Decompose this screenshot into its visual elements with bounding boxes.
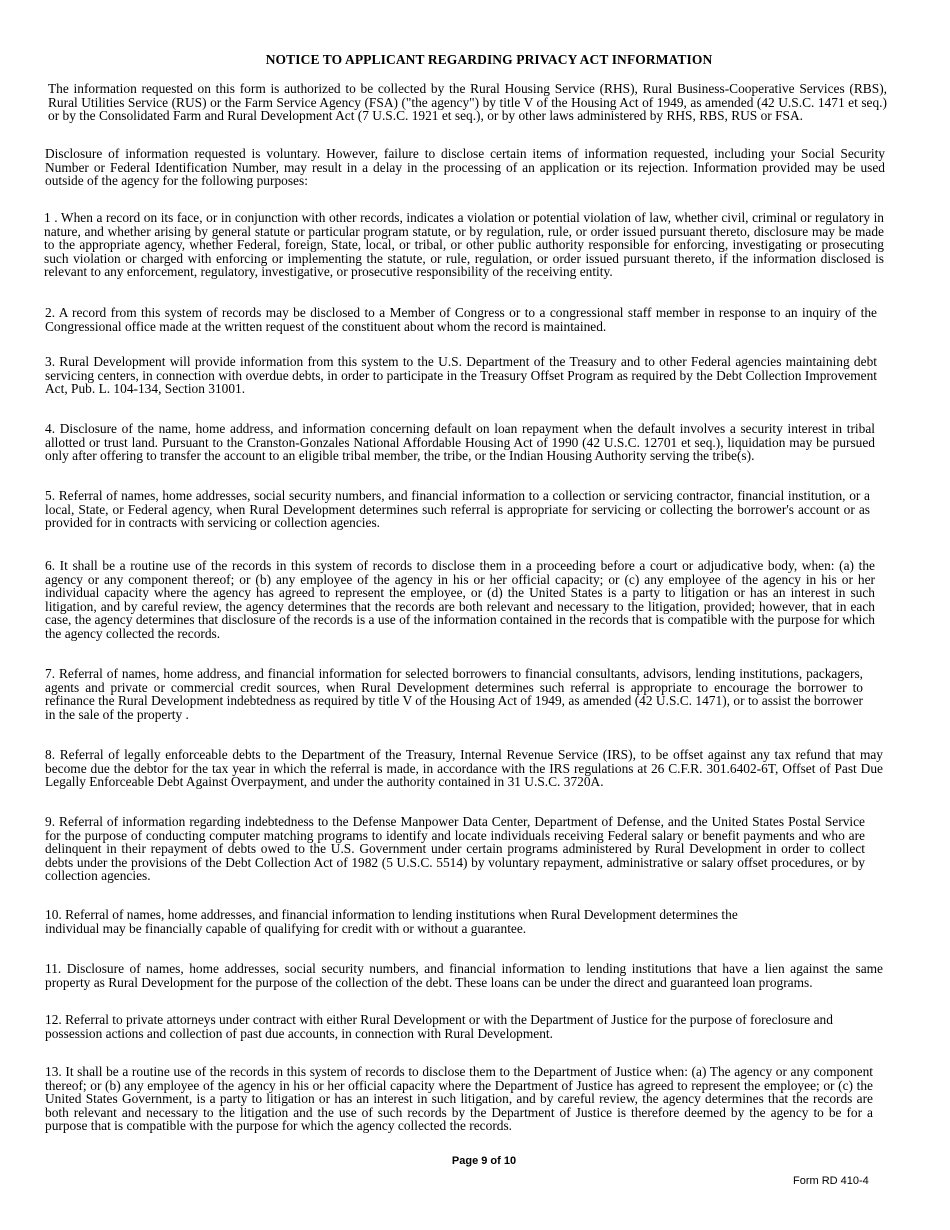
routine-use-item-8: 8. Referral of legally enforceable debts to the Department of the Treasury, Internal Revenue Service (IRS), to be offset against any tax refund that may become due the debtor for the tax year in which the referral is made, in accordance with the IRS regulations at 26 C.F.R. 301.6402-6T, Offset of Past Due Legally Enforceable Debt Against Overpayment, and under the authority contained in 31 U.S.C. 3720A. bbox=[45, 747, 883, 789]
routine-use-item-5: 5. Referral of names, home addresses, social security numbers, and financial information to a collection or servicing contractor, financial institution, or a local, State, or Federal agency, when Rural Development determines such referral is appropriate for servicing or collecting the borrower's account or as provided for in contracts with servicing or collection agencies. bbox=[45, 488, 870, 530]
routine-use-item-13: 13. It shall be a routine use of the records in this system of records to disclose them to the Department of Justice when: (a) The agency or any component thereof; or (b) any employee of the agency in his or her official capacity where the Department of Justice has agreed to represent the employee; or (c) the United States Government, is a party to litigation or has an interest in such litigation, and by careful review, the agency determines that the records are both relevant and necessary to the litigation and the use of such records by the Department of Justice is therefore deemed by the agency to be for a purpose that is compatible with the purpose for which the agency collected the records. bbox=[45, 1064, 873, 1133]
routine-use-item-2: 2. A record from this system of records may be disclosed to a Member of Congress or to a congressional staff member in response to an inquiry of the Congressional office made at the written request of the constituent about whom the record is maintained. bbox=[45, 305, 877, 334]
routine-use-item-4: 4. Disclosure of the name, home address, and information concerning default on loan repayment when the default involves a security interest in tribal allotted or trust land. Pursuant to the Cranston-Gonzales National Affordable Housing Act of 1990 (42 U.S.C. 12701 et seq.), liquidation may be pursued only after offering to transfer the account to an eligible tribal member, the tribe, or the Indian Housing Authority serving the tribe(s). bbox=[45, 421, 875, 463]
routine-use-item-9: 9. Referral of information regarding indebtedness to the Defense Manpower Data Center, Department of Defense, and the United States Postal Service for the purpose of conducting computer matching programs to identify and locate individuals receiving Federal salary or benefit payments and who are delinquent in their repayment of debts owed to the U.S. Government under certain programs administered by Rural Development in order to collect debts under the provisions of the Debt Collection Act of 1982 (5 U.S.C. 5514) by voluntary repayment, administrative or salary offset procedures, or by collection agencies. bbox=[45, 814, 865, 883]
routine-use-item-12: 12. Referral to private attorneys under contract with either Rural Development or with the Department of Justice for the purpose of foreclosure and possession actions and collection of past due accounts, in connection with Rural Development. bbox=[45, 1012, 833, 1041]
form-number: Form RD 410-4 bbox=[793, 1175, 869, 1187]
routine-use-item-7: 7. Referral of names, home address, and financial information for selected borrowers to financial consultants, advisors, lending institutions, packagers, agents and private or commercial credit sources, when Rural Development determines such referral is appropriate to encourage the borrower to refinance the Rural Development indebtedness as required by title V of the Housing Act of 1949, as amended (42 U.S.C. 1471), or to assist the borrower in the sale of the property . bbox=[45, 666, 863, 722]
intro-authority-paragraph: The information requested on this form is authorized to be collected by the Rural Housing Service (RHS), Rural Business-Cooperative Services (RBS), Rural Utilities Service (RUS) or the Farm Service Agency (FSA) ("the agency") by title V of the Housing Act of 1949, as amended (42 U.S.C. 1471 et seq.) or by the Consolidated Farm and Rural Development Act (7 U.S.C. 1921 et seq.), or by other laws administered by RHS, RBS, RUS or FSA. bbox=[48, 81, 887, 123]
routine-use-item-1: 1 . When a record on its face, or in conjunction with other records, indicates a violation or potential violation of law, whether civil, criminal or regulatory in nature, and whether arising by general statute or particular program statute, or by regulation, rule, or order issued pursuant thereto, disclosure may be made to the appropriate agency, whether Federal, foreign, State, local, or tribal, or other public authority responsible for enforcing, investigating or prosecuting such violation or charged with enforcing or implementing the statute, or rule, regulation, or order issued pursuant thereto, if the information disclosed is relevant to any enforcement, regulatory, investigative, or prosecutive responsibility of the receiving entity. bbox=[44, 210, 884, 279]
intro-disclosure-paragraph: Disclosure of information requested is voluntary. However, failure to disclose certain items of information requested, including your Social Security Number or Federal Identification Number, may result in a delay in the processing of an application or its rejection. Information provided may be used outside of the agency for the following purposes: bbox=[45, 146, 885, 188]
routine-use-item-6: 6. It shall be a routine use of the records in this system of records to disclose them in a proceeding before a court or adjudicative body, when: (a) the agency or any component thereof; or (b) any employee of the agency in his or her official capacity; or (c) any employee of the agency in his or her individual capacity where the agency has agreed to represent the employee, or (d) the United States is a party to litigation or has an interest in such litigation, and by careful review, the agency determines that the records are both relevant and necessary to the litigation, provided; however, that in each case, the agency determines that disclosure of the records is a use of the information contained in the records that is compatible with the purpose for which the agency collected the records. bbox=[45, 558, 875, 641]
page-number: Page 9 of 10 bbox=[451, 1155, 517, 1167]
routine-use-item-3: 3. Rural Development will provide information from this system to the U.S. Department of the Treasury and to other Federal agencies maintaining debt servicing centers, in connection with overdue debts, in order to participate in the Treasury Offset Program as required by the Debt Collection Improvement Act, Pub. L. 104-134, Section 31001. bbox=[45, 354, 877, 396]
page-title: NOTICE TO APPLICANT REGARDING PRIVACY ACT INFORMATION bbox=[265, 52, 713, 67]
routine-use-item-10: 10. Referral of names, home addresses, and financial information to lending institutions when Rural Development determines the individual may be financially capable of qualifying for credit with or without a guarantee. bbox=[45, 907, 738, 936]
routine-use-item-11: 11. Disclosure of names, home addresses, social security numbers, and financial information to lending institutions that have a lien against the same property as Rural Development for the purpose of the collection of the debt. These loans can be under the direct and guaranteed loan programs. bbox=[45, 961, 883, 990]
